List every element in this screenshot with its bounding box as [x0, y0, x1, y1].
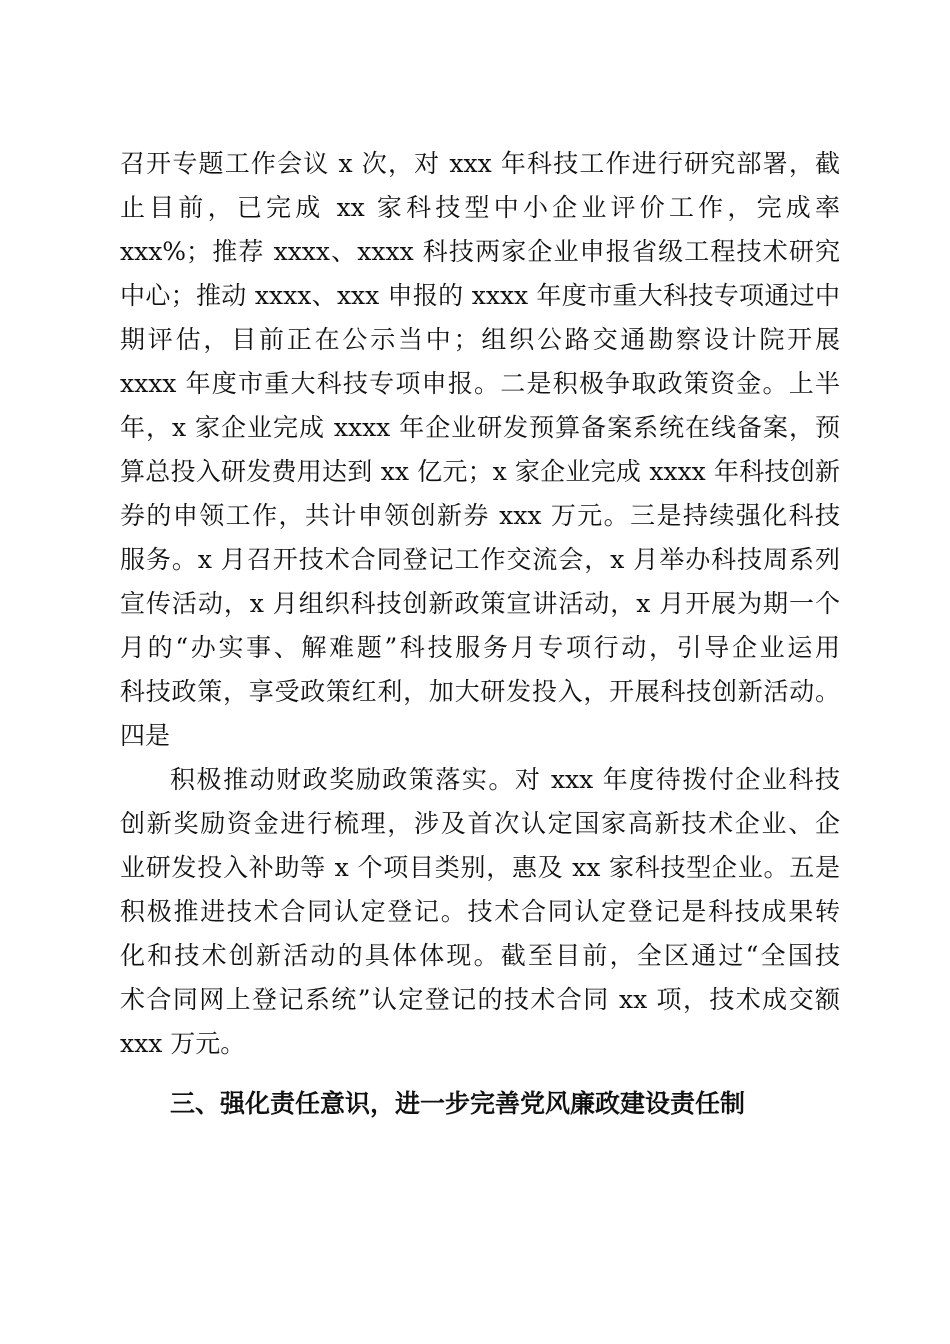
text-line: 算总投入研发费用达到 xx 亿元；x 家企业完成 xxxx 年科技创新 [120, 457, 840, 486]
text-line: xxx%；推荐 xxxx、xxxx 科技两家企业申报省级工程技术研究 [120, 237, 840, 266]
text-line: 召开专题工作会议 x 次，对 xxx 年科技工作进行研究部署，截 [120, 149, 840, 178]
text-line: 化和技术创新活动的具体体现。截至目前，全区通过“全国技 [120, 941, 840, 970]
text-line: 积极推进技术合同认定登记。技术合同认定登记是科技成果转 [120, 897, 840, 926]
text-line: xxx 万元。 [120, 1029, 246, 1058]
text-line: 券的申领工作，共计申领创新券 xxx 万元。三是持续强化科技 [120, 501, 840, 530]
text-line: 业研发投入补助等 x 个项目类别，惠及 xx 家科技型企业。五是 [120, 853, 840, 882]
text-line: 中心；推动 xxxx、xxx 申报的 xxxx 年度市重大科技专项通过中 [120, 281, 840, 310]
text-line: 积极推动财政奖励政策落实。对 xxx 年度待拨付企业科技 [170, 765, 840, 794]
text-line: 创新奖励资金进行梳理，涉及首次认定国家高新技术企业、企 [120, 809, 840, 838]
text-line: 止目前，已完成 xx 家科技型中小企业评价工作，完成率 [120, 193, 840, 222]
text-line: 期评估，目前正在公示当中；组织公路交通勘察设计院开展 [120, 325, 840, 354]
text-line: 科技政策，享受政策红利，加大研发投入，开展科技创新活动。 [120, 677, 840, 706]
document-body [120, 142, 840, 1066]
section-heading: 三、强化责任意识，进一步完善党风廉政建设责任制 [170, 1089, 746, 1118]
text-line: 宣传活动，x 月组织科技创新政策宣讲活动，x 月开展为期一个 [120, 589, 840, 618]
text-line: 四是 [120, 721, 171, 750]
paragraph-1 [120, 142, 840, 758]
paragraph-2 [120, 758, 840, 1066]
text-line: 年，x 家企业完成 xxxx 年企业研发预算备案系统在线备案，预 [120, 413, 840, 442]
text-line: 服务。x 月召开技术合同登记工作交流会，x 月举办科技周系列 [120, 545, 840, 574]
text-line: xxxx 年度市重大科技专项申报。二是积极争取政策资金。上半 [120, 369, 840, 398]
text-line: 术合同网上登记系统”认定登记的技术合同 xx 项，技术成交额 [120, 985, 840, 1014]
text-line: 月的“办实事、解难题”科技服务月专项行动，引导企业运用 [120, 633, 840, 662]
